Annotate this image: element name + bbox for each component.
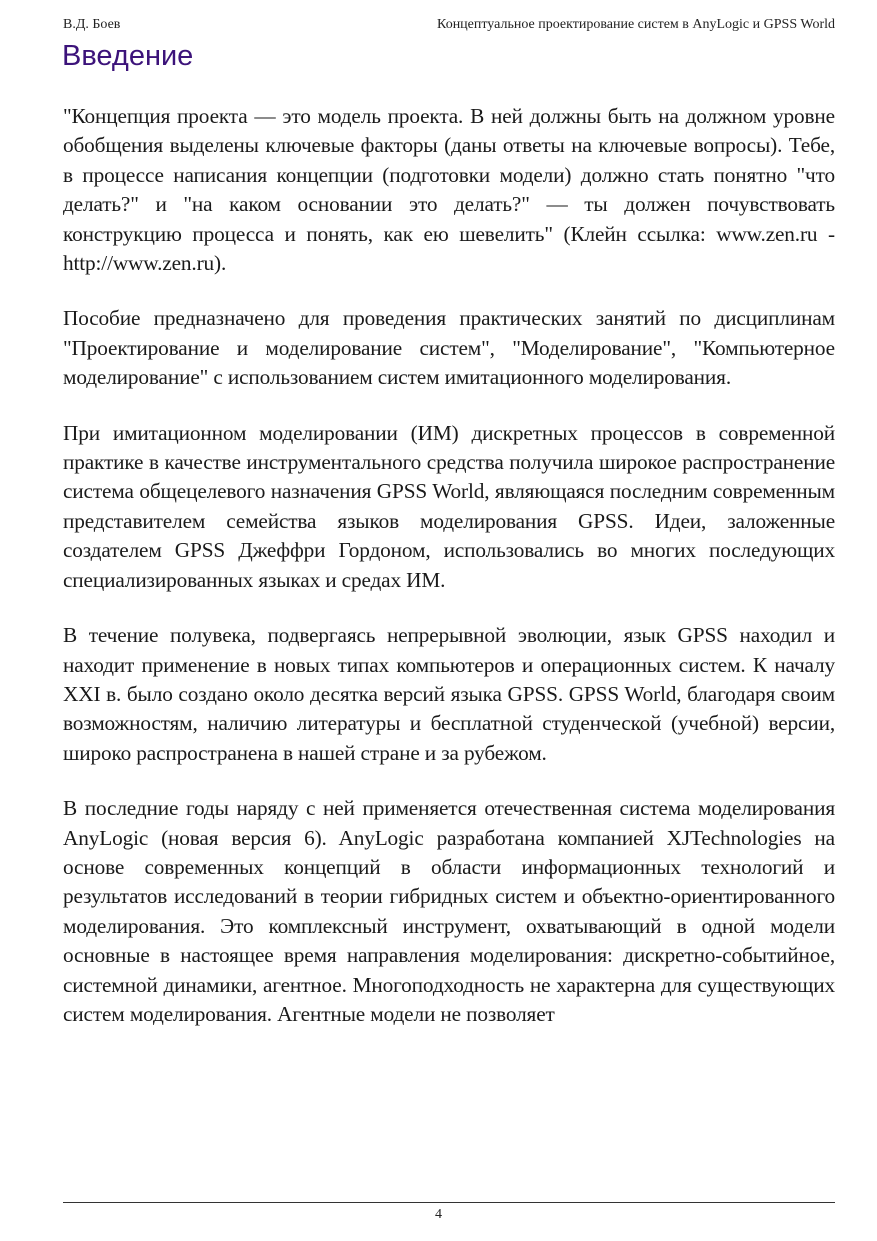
footer-divider — [63, 1202, 835, 1203]
paragraph: Пособие предназначено для проведения практических занятий по дисциплинам "Проектирование и моделирование систем", "Моделирование", "Компьютерное моделирование" с использованием систем имитационного моделирования. — [63, 306, 835, 390]
paragraph: В течение полувека, подвергаясь непрерывной эволюции, язык GPSS находил и находит применение в новых типах компьютеров и операционных систем. К началу XXI в. было создано около десятка версий языка GPSS. GPSS World, благодаря своим возможностям, наличию литературы и бесплатной студенческой (учебной) версии, широко распространена в нашей стране и за рубежом. — [63, 623, 835, 765]
paragraph: При имитационном моделировании (ИМ) дискретных процессов в современной практике в качестве инструментального средства получила широкое распространение система общецелевого назначения GPSS World, являющаяся последним современным представителем семейства языков моделирования GPSS. Идеи, заложенные создателем GPSS Джеффри Гордоном, использовались во многих последующих специализированных языках и средах ИМ. — [63, 420, 835, 592]
header-book-title: Концептуальное проектирование систем в AnyLogic и GPSS World — [437, 17, 835, 32]
running-header — [63, 16, 835, 34]
paragraph: В последние годы наряду с ней применяется отечественная система моделирования AnyLogic (новая версия 6). AnyLogic разработана компанией XJTechnologies на основе современных концепций в области информационных технологий и результатов исследований в теории гибридных систем и объектно-ориентированного моделирования. Это комплексный инструмент, охватывающий в одной модели основные в настоящее время направления моделирования: дискретно-событийное, системной динамики, агентное. Многоподходность не характерна для существующих систем моделирования. Агентные модели не позволяет — [63, 796, 835, 1026]
page-number: 4 — [435, 1207, 442, 1222]
header-author: В.Д. Боев — [63, 17, 121, 32]
paragraph: "Концепция проекта — это модель проекта. В ней должны быть на должном уровне обобщения выделены ключевые факторы (даны ответы на ключевые вопросы). Тебе, в процессе написания концепции (подготовки модели) должно стать понятно "что делать?" и "на каком основании это делать?" — ты должен почувствовать конструкцию процесса и понять, как ею шевелить" (Клейн ссылка: www.zen.ru - http://www.zen.ru). — [63, 104, 835, 276]
body-text — [63, 102, 835, 1055]
section-heading: Введение — [62, 40, 194, 72]
